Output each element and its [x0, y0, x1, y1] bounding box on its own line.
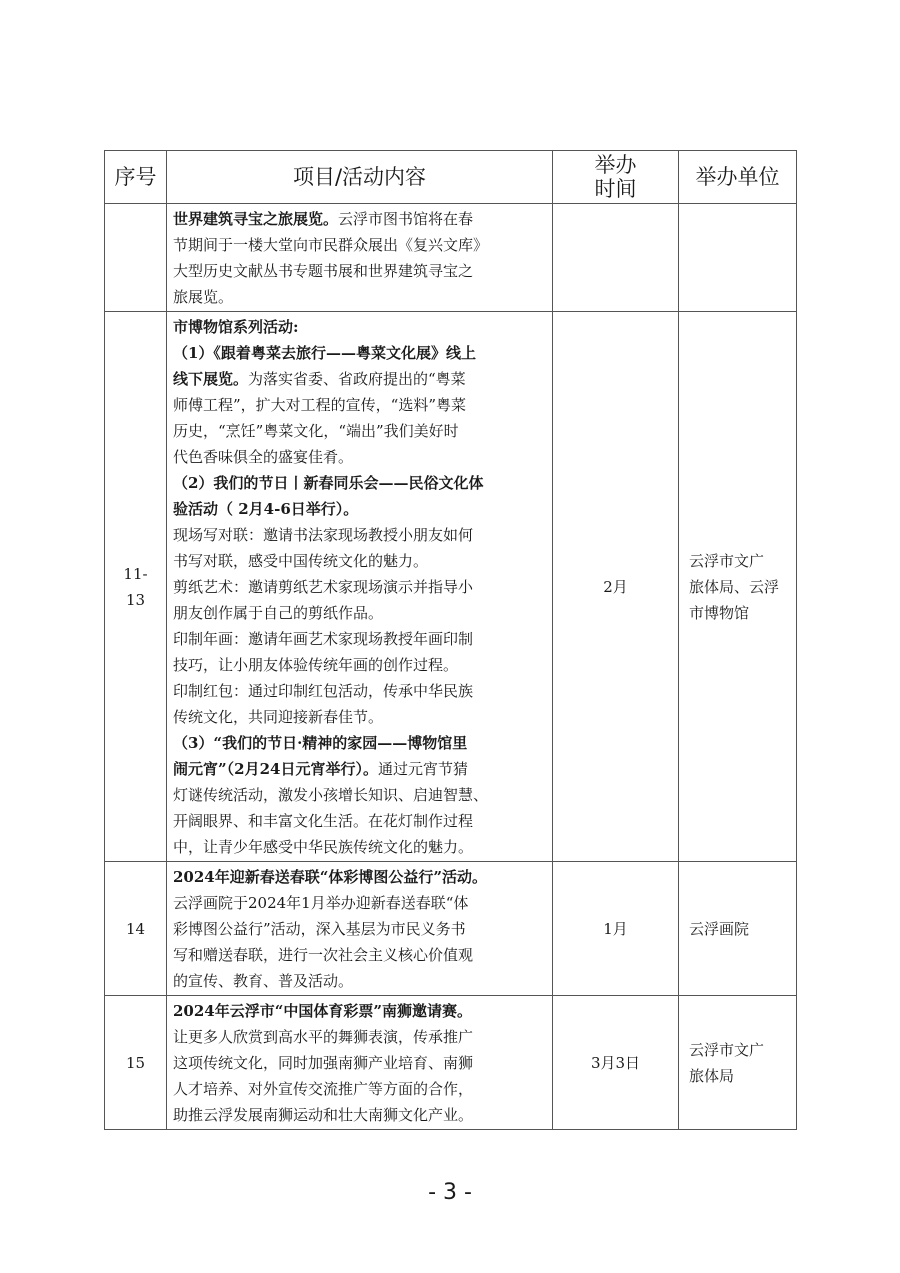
content-text: 灯谜传统活动，激发小孩增长知识、启迪智慧、 [173, 786, 489, 804]
organizer-line: 云浮画院 [689, 919, 750, 938]
content-text: 这项传统文化，同时加强南狮产业培育、南狮 [173, 1054, 474, 1072]
content-bold-text: （2）我们的节日丨新春同乐会——民俗文化体 [173, 474, 484, 492]
content-line [173, 1050, 546, 1076]
row-organizer [679, 862, 797, 996]
content-text: 彩博图公益行”活动，深入基层为市民义务书 [173, 920, 466, 938]
content-text: 技巧，让小朋友体验传统年画的创作过程。 [173, 656, 459, 674]
content-line [173, 470, 546, 496]
header-time-line: 举办 [594, 153, 637, 177]
header-content: 项目/活动内容 [167, 151, 553, 204]
content-text: 传统文化，共同迎接新春佳节。 [173, 708, 384, 726]
content-text: 旅展览。 [173, 288, 234, 306]
content-line [173, 392, 546, 418]
content-line [173, 756, 546, 782]
row-time: 1月 [553, 862, 679, 996]
table-row [105, 312, 797, 862]
content-line [173, 942, 546, 968]
content-line [173, 1024, 546, 1050]
content-bold-text: 验活动（ 2月4-6日举行）。 [173, 500, 359, 518]
content-text: 的宣传、教育、普及活动。 [173, 972, 354, 990]
content-line [173, 890, 546, 916]
content-text: 人才培养、对外宣传交流推广等方面的合作， [173, 1080, 474, 1098]
content-text: 师傅工程”，扩大对工程的宣传，“选料”粤菜 [173, 396, 467, 414]
content-line [173, 496, 546, 522]
table-row [105, 996, 797, 1130]
row-content [167, 204, 553, 312]
content-line [173, 340, 546, 366]
organizer-line: 旅体局、云浮 [689, 577, 780, 596]
table-header-row [105, 151, 797, 204]
content-line [173, 782, 546, 808]
content-text: 节期间于一楼大堂向市民群众展出《复兴文库》 [173, 236, 489, 254]
organizer-line: 市博物馆 [689, 603, 750, 622]
content-line [173, 600, 546, 626]
content-bold-text: 市博物馆系列活动: [173, 318, 299, 336]
content-text: 中，让青少年感受中华民族传统文化的魅力。 [173, 838, 474, 856]
content-bold-text: 线下展览。 [173, 370, 249, 388]
row-organizer [679, 996, 797, 1130]
table-row [105, 204, 797, 312]
content-text: 剪纸艺术：邀请剪纸艺术家现场演示并指导小 [173, 578, 474, 596]
content-text: 书写对联，感受中国传统文化的魅力。 [173, 552, 429, 570]
row-organizer [679, 312, 797, 862]
row-time [553, 204, 679, 312]
content-line [173, 916, 546, 942]
content-line [173, 808, 546, 834]
content-line [173, 652, 546, 678]
content-text: 助推云浮发展南狮运动和壮大南狮文化产业。 [173, 1106, 474, 1124]
content-line [173, 574, 546, 600]
content-line [173, 678, 546, 704]
activity-table [104, 150, 797, 1130]
content-text: 通过元宵节猜 [377, 760, 468, 778]
content-line [173, 444, 546, 470]
content-line [173, 548, 546, 574]
table-row [105, 862, 797, 996]
content-line [173, 314, 546, 340]
content-text: 云浮市图书馆将在春 [338, 210, 474, 228]
content-text: 云浮画院于2024年1月举办迎新春送春联“体 [173, 894, 469, 912]
organizer-line: 云浮市文广 [689, 551, 765, 570]
content-bold-text: （1）《跟着粤菜去旅行——粤菜文化展》线上 [173, 344, 476, 362]
content-line [173, 834, 546, 860]
content-line [173, 232, 546, 258]
content-bold-text: 闹元宵”（2月24日元宵举行）。 [173, 760, 378, 778]
row-time: 3月3日 [553, 996, 679, 1130]
content-bold-text: 世界建筑寻宝之旅展览。 [173, 210, 339, 228]
content-line [173, 258, 546, 284]
row-time: 2月 [553, 312, 679, 862]
content-line [173, 284, 546, 310]
content-line [173, 998, 546, 1024]
content-line [173, 206, 546, 232]
page-number: - 3 - [428, 1180, 472, 1205]
content-text: 印制红包：通过印制红包活动，传承中华民族 [173, 682, 474, 700]
content-text: 印制年画：邀请年画艺术家现场教授年画印制 [173, 630, 474, 648]
content-line [173, 864, 546, 890]
content-line [173, 968, 546, 994]
content-text: 写和赠送春联，进行一次社会主义核心价值观 [173, 946, 474, 964]
organizer-line: 旅体局 [689, 1066, 735, 1085]
content-line [173, 522, 546, 548]
header-time [553, 151, 679, 204]
content-text: 大型历史文献丛书专题书展和世界建筑寻宝之 [173, 262, 474, 280]
content-bold-text: 2024年云浮市“中国体育彩票”南狮邀请赛。 [173, 1002, 473, 1020]
content-line [173, 1102, 546, 1128]
content-line [173, 366, 546, 392]
content-line [173, 626, 546, 652]
content-line [173, 1076, 546, 1102]
row-number: 11- 13 [105, 312, 167, 862]
content-text: 代色香味俱全的盛宴佳肴。 [173, 448, 354, 466]
content-text: 朋友创作属于自己的剪纸作品。 [173, 604, 384, 622]
content-text: 历史，“烹饪”粤菜文化，“端出”我们美好时 [173, 422, 459, 440]
content-bold-text: 2024年迎新春送春联“体彩博图公益行”活动。 [173, 868, 488, 886]
content-line [173, 730, 546, 756]
row-number: 15 [105, 996, 167, 1130]
content-text: 为落实省委、省政府提出的“粤菜 [248, 370, 466, 388]
header-org: 举办单位 [679, 151, 797, 204]
row-organizer [679, 204, 797, 312]
row-content [167, 862, 553, 996]
content-text: 现场写对联：邀请书法家现场教授小朋友如何 [173, 526, 474, 544]
row-content [167, 312, 553, 862]
header-time-line: 时间 [594, 177, 637, 201]
content-bold-text: （3）“我们的节日·精神的家园——博物馆里 [173, 734, 468, 752]
content-line [173, 418, 546, 444]
content-line [173, 704, 546, 730]
row-number [105, 204, 167, 312]
row-number: 14 [105, 862, 167, 996]
row-content [167, 996, 553, 1130]
content-text: 让更多人欣赏到高水平的舞狮表演，传承推广 [173, 1028, 474, 1046]
organizer-line: 云浮市文广 [689, 1040, 765, 1059]
header-no: 序号 [105, 151, 167, 204]
content-text: 开阔眼界、和丰富文化生活。在花灯制作过程 [173, 812, 474, 830]
